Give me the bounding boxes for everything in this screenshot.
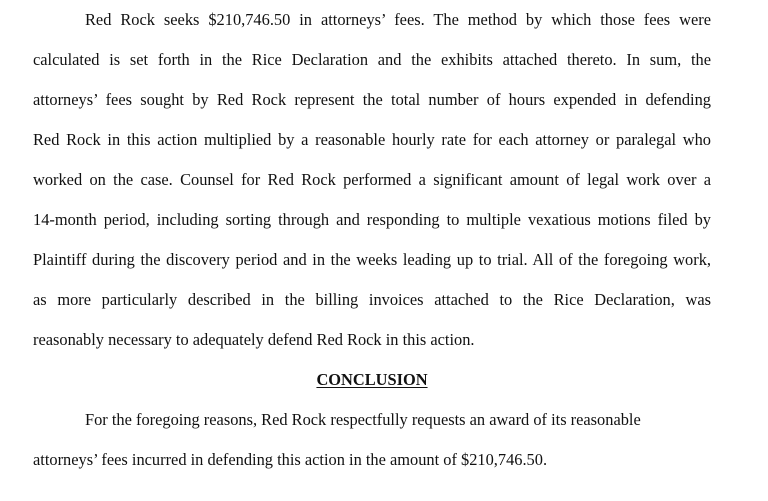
paragraph-line: For the foregoing reasons, Red Rock respectfully requests an award of its reasonable — [85, 410, 641, 429]
paragraph-line: calculated is set forth in the Rice Declaration and the exhibits attached thereto. In sum, the — [33, 50, 711, 69]
paragraph-line: Red Rock in this action multiplied by a reasonable hourly rate for each attorney or paralegal who — [33, 130, 711, 149]
paragraph-line: reasonably necessary to adequately defend Red Rock in this action. — [33, 330, 475, 349]
paragraph-line: as more particularly described in the billing invoices attached to the Rice Declaration, was — [33, 290, 711, 309]
paragraph-line: Plaintiff during the discovery period and in the weeks leading up to trial. All of the foregoing work, — [33, 250, 711, 269]
section-heading: CONCLUSION — [316, 370, 428, 389]
paragraph-line: attorneys’ fees sought by Red Rock represent the total number of hours expended in defending — [33, 90, 711, 109]
paragraph-line: Red Rock seeks $210,746.50 in attorneys’ fees. The method by which those fees were — [85, 10, 711, 29]
paragraph-line: attorneys’ fees incurred in defending this action in the amount of $210,746.50. — [33, 450, 548, 469]
paragraph-line: worked on the case. Counsel for Red Rock performed a significant amount of legal work over a — [33, 170, 711, 189]
paragraph-line: 14-month period, including sorting through and responding to multiple vexatious motions filed by — [33, 210, 711, 229]
